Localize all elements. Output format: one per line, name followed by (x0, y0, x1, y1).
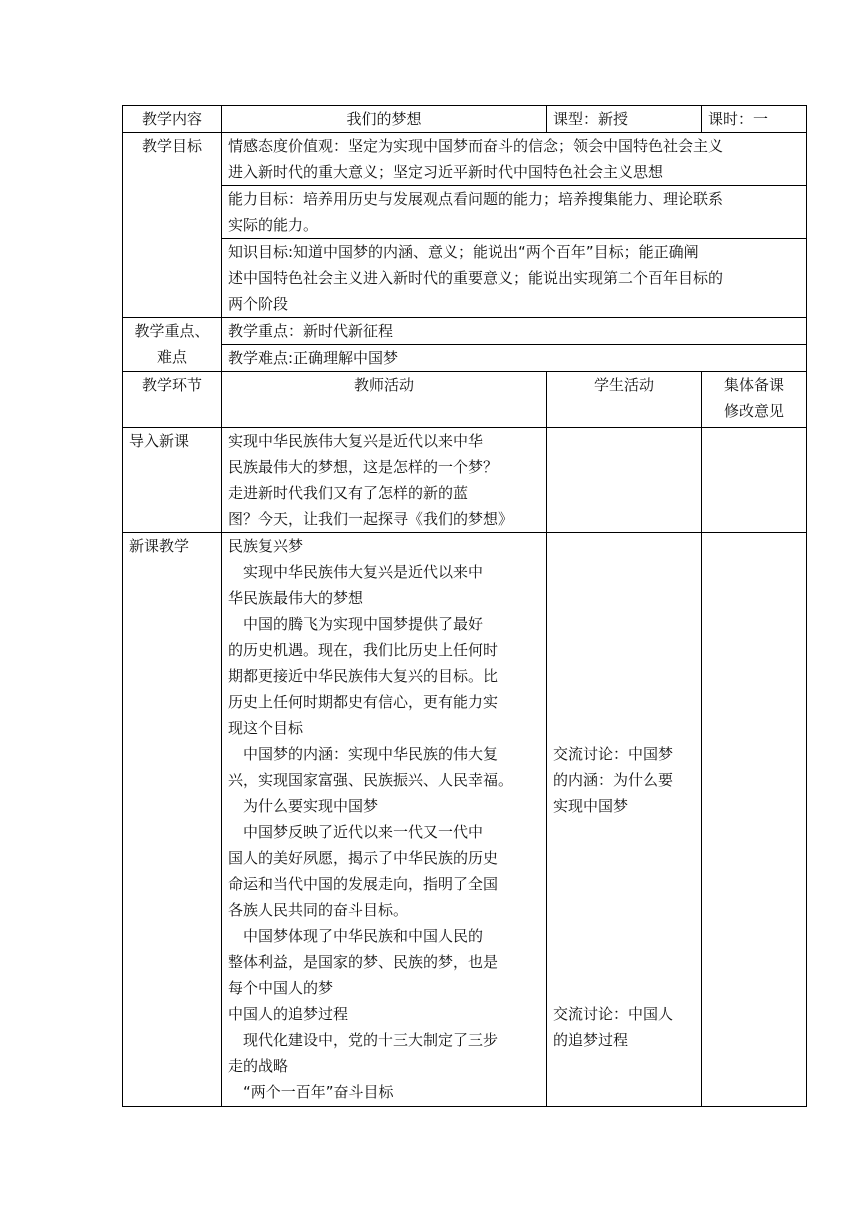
objective-line: 述中国特色社会主义进入新时代的重要意义；能说出实现第二个百年目标的 (228, 269, 724, 287)
objective-line: 实际的能力。 (228, 216, 319, 234)
keypoint-row-focus (123, 318, 807, 345)
intro-stage: 导入新课 (123, 428, 222, 533)
teacher-line: 各族人民共同的奋斗目标。 (228, 901, 409, 919)
key-difficulty: 教学难点:正确理解中国梦 (222, 345, 807, 372)
objective-line: 能力目标：培养用历史与发展观点看问题的能力；培养搜集能力、理论联系 (228, 190, 724, 208)
col-collective (702, 372, 807, 428)
objective-row-ability (123, 186, 807, 239)
teacher-line: 实现中华民族伟大复兴是近代以来中 (243, 563, 484, 581)
content-label: 教学内容 (123, 106, 222, 133)
newlesson-row (123, 533, 807, 1107)
intro-line: 走进新时代我们又有了怎样的新的蓝 (228, 484, 469, 502)
intro-line: 实现中华民族伟大复兴是近代以来中华 (228, 432, 484, 450)
keypoints-label (123, 318, 222, 372)
keypoint-row-difficulty (123, 345, 807, 372)
teacher-line: 期都更接近中华民族伟大复兴的目标。比 (228, 667, 499, 685)
content-value: 我们的梦想 (222, 106, 547, 133)
teacher-line: 整体利益，是国家的梦、民族的梦，也是 (228, 953, 499, 971)
objective-row-emotion (123, 133, 807, 186)
teacher-line: 中国的腾飞为实现中国梦提供了最好 (243, 615, 484, 633)
col-teacher: 教师活动 (222, 372, 547, 428)
teacher-line: 中国梦的内涵：实现中华民族的伟大复 (243, 745, 499, 763)
objective-emotion (222, 133, 807, 186)
objective-line: 两个阶段 (228, 295, 289, 313)
column-header-row (123, 372, 807, 428)
teacher-line: 每个中国人的梦 (228, 979, 334, 997)
teacher-line: 的历史机遇。现在，我们比历史上任何时 (228, 641, 499, 659)
student-line: 的追梦过程 (553, 1031, 629, 1049)
keypoints-label-line: 教学重点、 (134, 322, 210, 340)
teacher-line: 现代化建设中，党的十三大制定了三步 (243, 1031, 499, 1049)
objective-line: 进入新时代的重大意义；坚定习近平新时代中国特色社会主义思想 (228, 163, 664, 181)
intro-collective (702, 428, 807, 533)
col-collective-line: 集体备课 (723, 376, 784, 394)
objective-row-knowledge (123, 239, 807, 318)
intro-line: 图？今天，让我们一起探寻《我们的梦想》 (228, 510, 514, 528)
objectives-label: 教学目标 (123, 133, 222, 318)
col-collective-line: 修改意见 (723, 402, 784, 420)
intro-row (123, 428, 807, 533)
teacher-line: “两个一百年”奋斗目标 (243, 1083, 394, 1101)
key-focus: 教学重点：新时代新征程 (222, 318, 807, 345)
student-spacer (553, 819, 695, 1001)
newlesson-student (547, 533, 702, 1107)
teacher-line: 中国梦体现了中华民族和中国人民的 (243, 927, 484, 945)
intro-teacher (222, 428, 547, 533)
period: 课时：一 (702, 106, 807, 133)
student-line: 交流讨论：中国人 (553, 1005, 674, 1023)
teacher-line: 国人的美好夙愿，揭示了中华民族的历史 (228, 849, 499, 867)
lesson-plan-table (122, 105, 807, 1107)
newlesson-teacher (222, 533, 547, 1107)
teacher-line: 走的战略 (228, 1057, 289, 1075)
intro-line: 民族最伟大的梦想，这是怎样的一个梦？ (228, 458, 499, 476)
col-student: 学生活动 (547, 372, 702, 428)
student-line: 交流讨论：中国梦 (553, 745, 674, 763)
teacher-line: 历史上任何时期都史有信心，更有能力实 (228, 693, 499, 711)
objective-knowledge (222, 239, 807, 318)
newlesson-stage: 新课教学 (123, 533, 222, 1107)
intro-student (547, 428, 702, 533)
teacher-line: 中国梦反映了近代以来一代又一代中 (243, 823, 484, 841)
header-row (123, 106, 807, 133)
col-stage: 教学环节 (123, 372, 222, 428)
teacher-line: 为什么要实现中国梦 (243, 797, 379, 815)
student-line: 的内涵：为什么要 (553, 771, 674, 789)
student-line: 实现中国梦 (553, 797, 629, 815)
objective-ability (222, 186, 807, 239)
keypoints-label-line: 难点 (156, 348, 187, 366)
teacher-line: 兴，实现国家富强、民族振兴、人民幸福。 (228, 771, 514, 789)
objective-line: 情感态度价值观：坚定为实现中国梦而奋斗的信念；领会中国特色社会主义 (228, 137, 724, 155)
teacher-line: 命运和当代中国的发展走向，指明了全国 (228, 875, 499, 893)
teacher-heading: 民族复兴梦 (228, 537, 304, 555)
teacher-heading: 中国人的追梦过程 (228, 1005, 349, 1023)
student-spacer (553, 533, 695, 741)
newlesson-collective (702, 533, 807, 1107)
lesson-type: 课型：新授 (547, 106, 702, 133)
teacher-line: 现这个目标 (228, 719, 304, 737)
teacher-line: 华民族最伟大的梦想 (228, 589, 364, 607)
objective-line: 知识目标:知道中国梦的内涵、意义；能说出“两个百年”目标；能正确阐 (228, 243, 699, 261)
